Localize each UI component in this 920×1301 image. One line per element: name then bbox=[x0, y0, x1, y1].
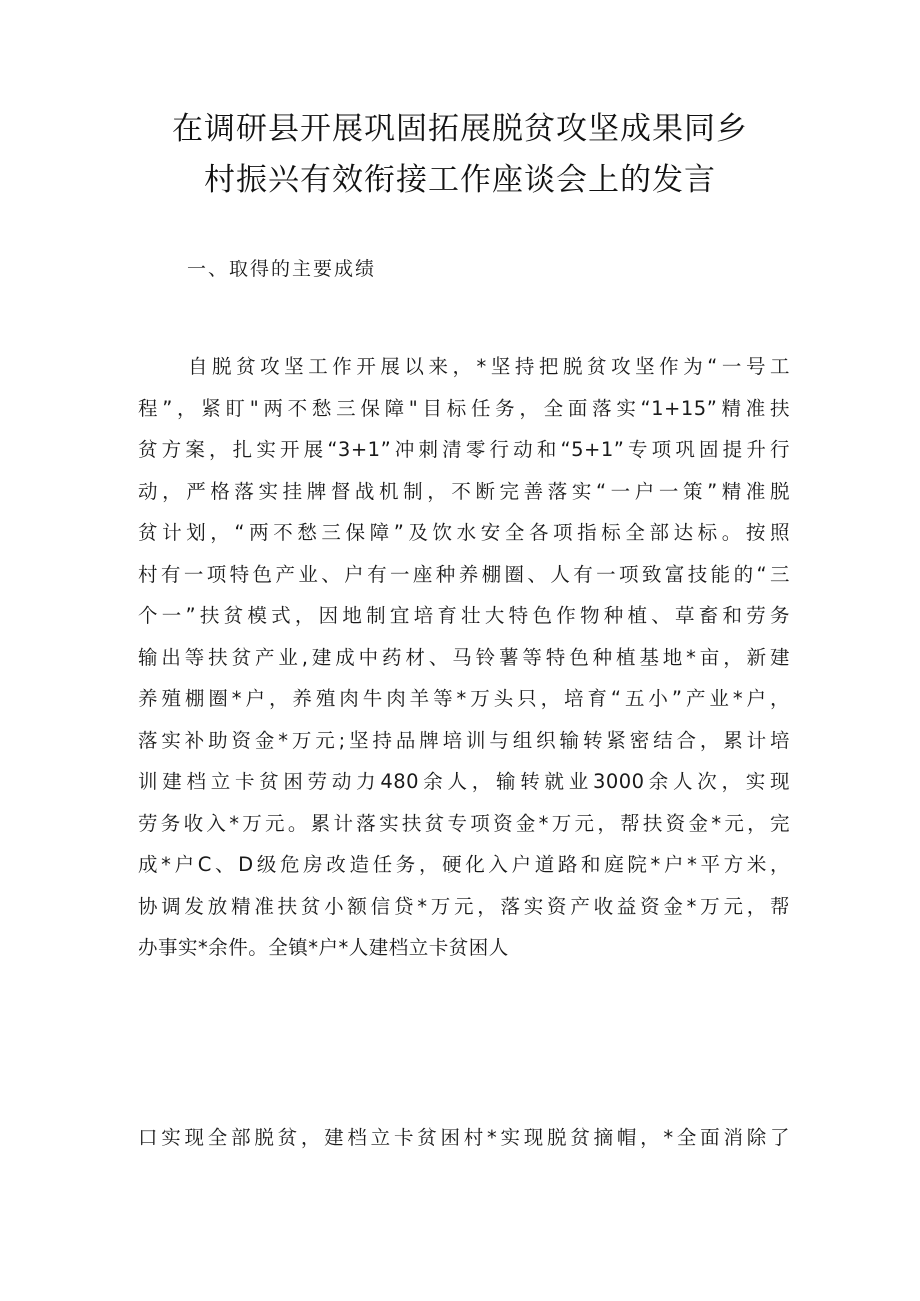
paragraph-line: 贫计划，“两不愁三保障”及饮水安全各项指标全部达标。按照 bbox=[138, 521, 790, 544]
paragraph-line: 落实补助资金*万元;坚持品牌培训与组织输转紧密结合，累计培 bbox=[138, 728, 790, 752]
paragraph-line: 养殖棚圈*户，养殖肉牛肉羊等*万头只，培育“五小”产业*户， bbox=[138, 687, 790, 710]
body-paragraph bbox=[138, 346, 790, 969]
paragraph-line: 输出等扶贫产业,建成中药材、马铃薯等特色种植基地*亩，新建 bbox=[138, 645, 790, 669]
paragraph-line: 村有一项特色产业、户有一座种养棚圈、人有一项致富技能的“三 bbox=[138, 562, 790, 586]
paragraph-line: 自脱贫攻坚工作开展以来，*坚持把脱贫攻坚作为“一号工 bbox=[188, 355, 790, 378]
paragraph-line: 办事实*余件。全镇*户*人建档立卡贫困人 bbox=[138, 936, 509, 959]
page-title bbox=[120, 104, 800, 206]
continuation-paragraph bbox=[138, 1117, 790, 1159]
paragraph-line: 个一”扶贫模式，因地制宜培育壮大特色作物种植、草畜和劳务 bbox=[138, 604, 790, 627]
paragraph-line: 程”，紧盯"两不愁三保障"目标任务，全面落实“1+15”精准扶 bbox=[138, 396, 790, 420]
paragraph-line: 成*户C、D级危房改造任务，硬化入户道路和庭院*户*平方米， bbox=[138, 853, 790, 876]
title-line-1: 在调研县开展巩固拓展脱贫攻坚成果同乡 bbox=[172, 111, 748, 147]
paragraph-line: 协调发放精准扶贫小额信贷*万元，落实资产收益资金*万元，帮 bbox=[138, 894, 790, 918]
paragraph-line: 劳务收入*万元。累计落实扶贫专项资金*万元，帮扶资金*元，完 bbox=[138, 811, 790, 835]
section-heading: 一、取得的主要成绩 bbox=[187, 258, 377, 280]
paragraph-line: 训建档立卡贫困劳动力480余人，输转就业3000余人次，实现 bbox=[138, 770, 790, 793]
title-line-2: 村振兴有效衔接工作座谈会上的发言 bbox=[204, 162, 716, 198]
paragraph-line: 动，严格落实挂牌督战机制，不断完善落实“一户一策”精准脱 bbox=[138, 479, 790, 503]
continuation-line: 口实现全部脱贫，建档立卡贫困村*实现脱贫摘帽，*全面消除了 bbox=[138, 1126, 790, 1149]
paragraph-line: 贫方案，扎实开展“3+1”冲刺清零行动和“5+1”专项巩固提升行 bbox=[138, 438, 790, 461]
